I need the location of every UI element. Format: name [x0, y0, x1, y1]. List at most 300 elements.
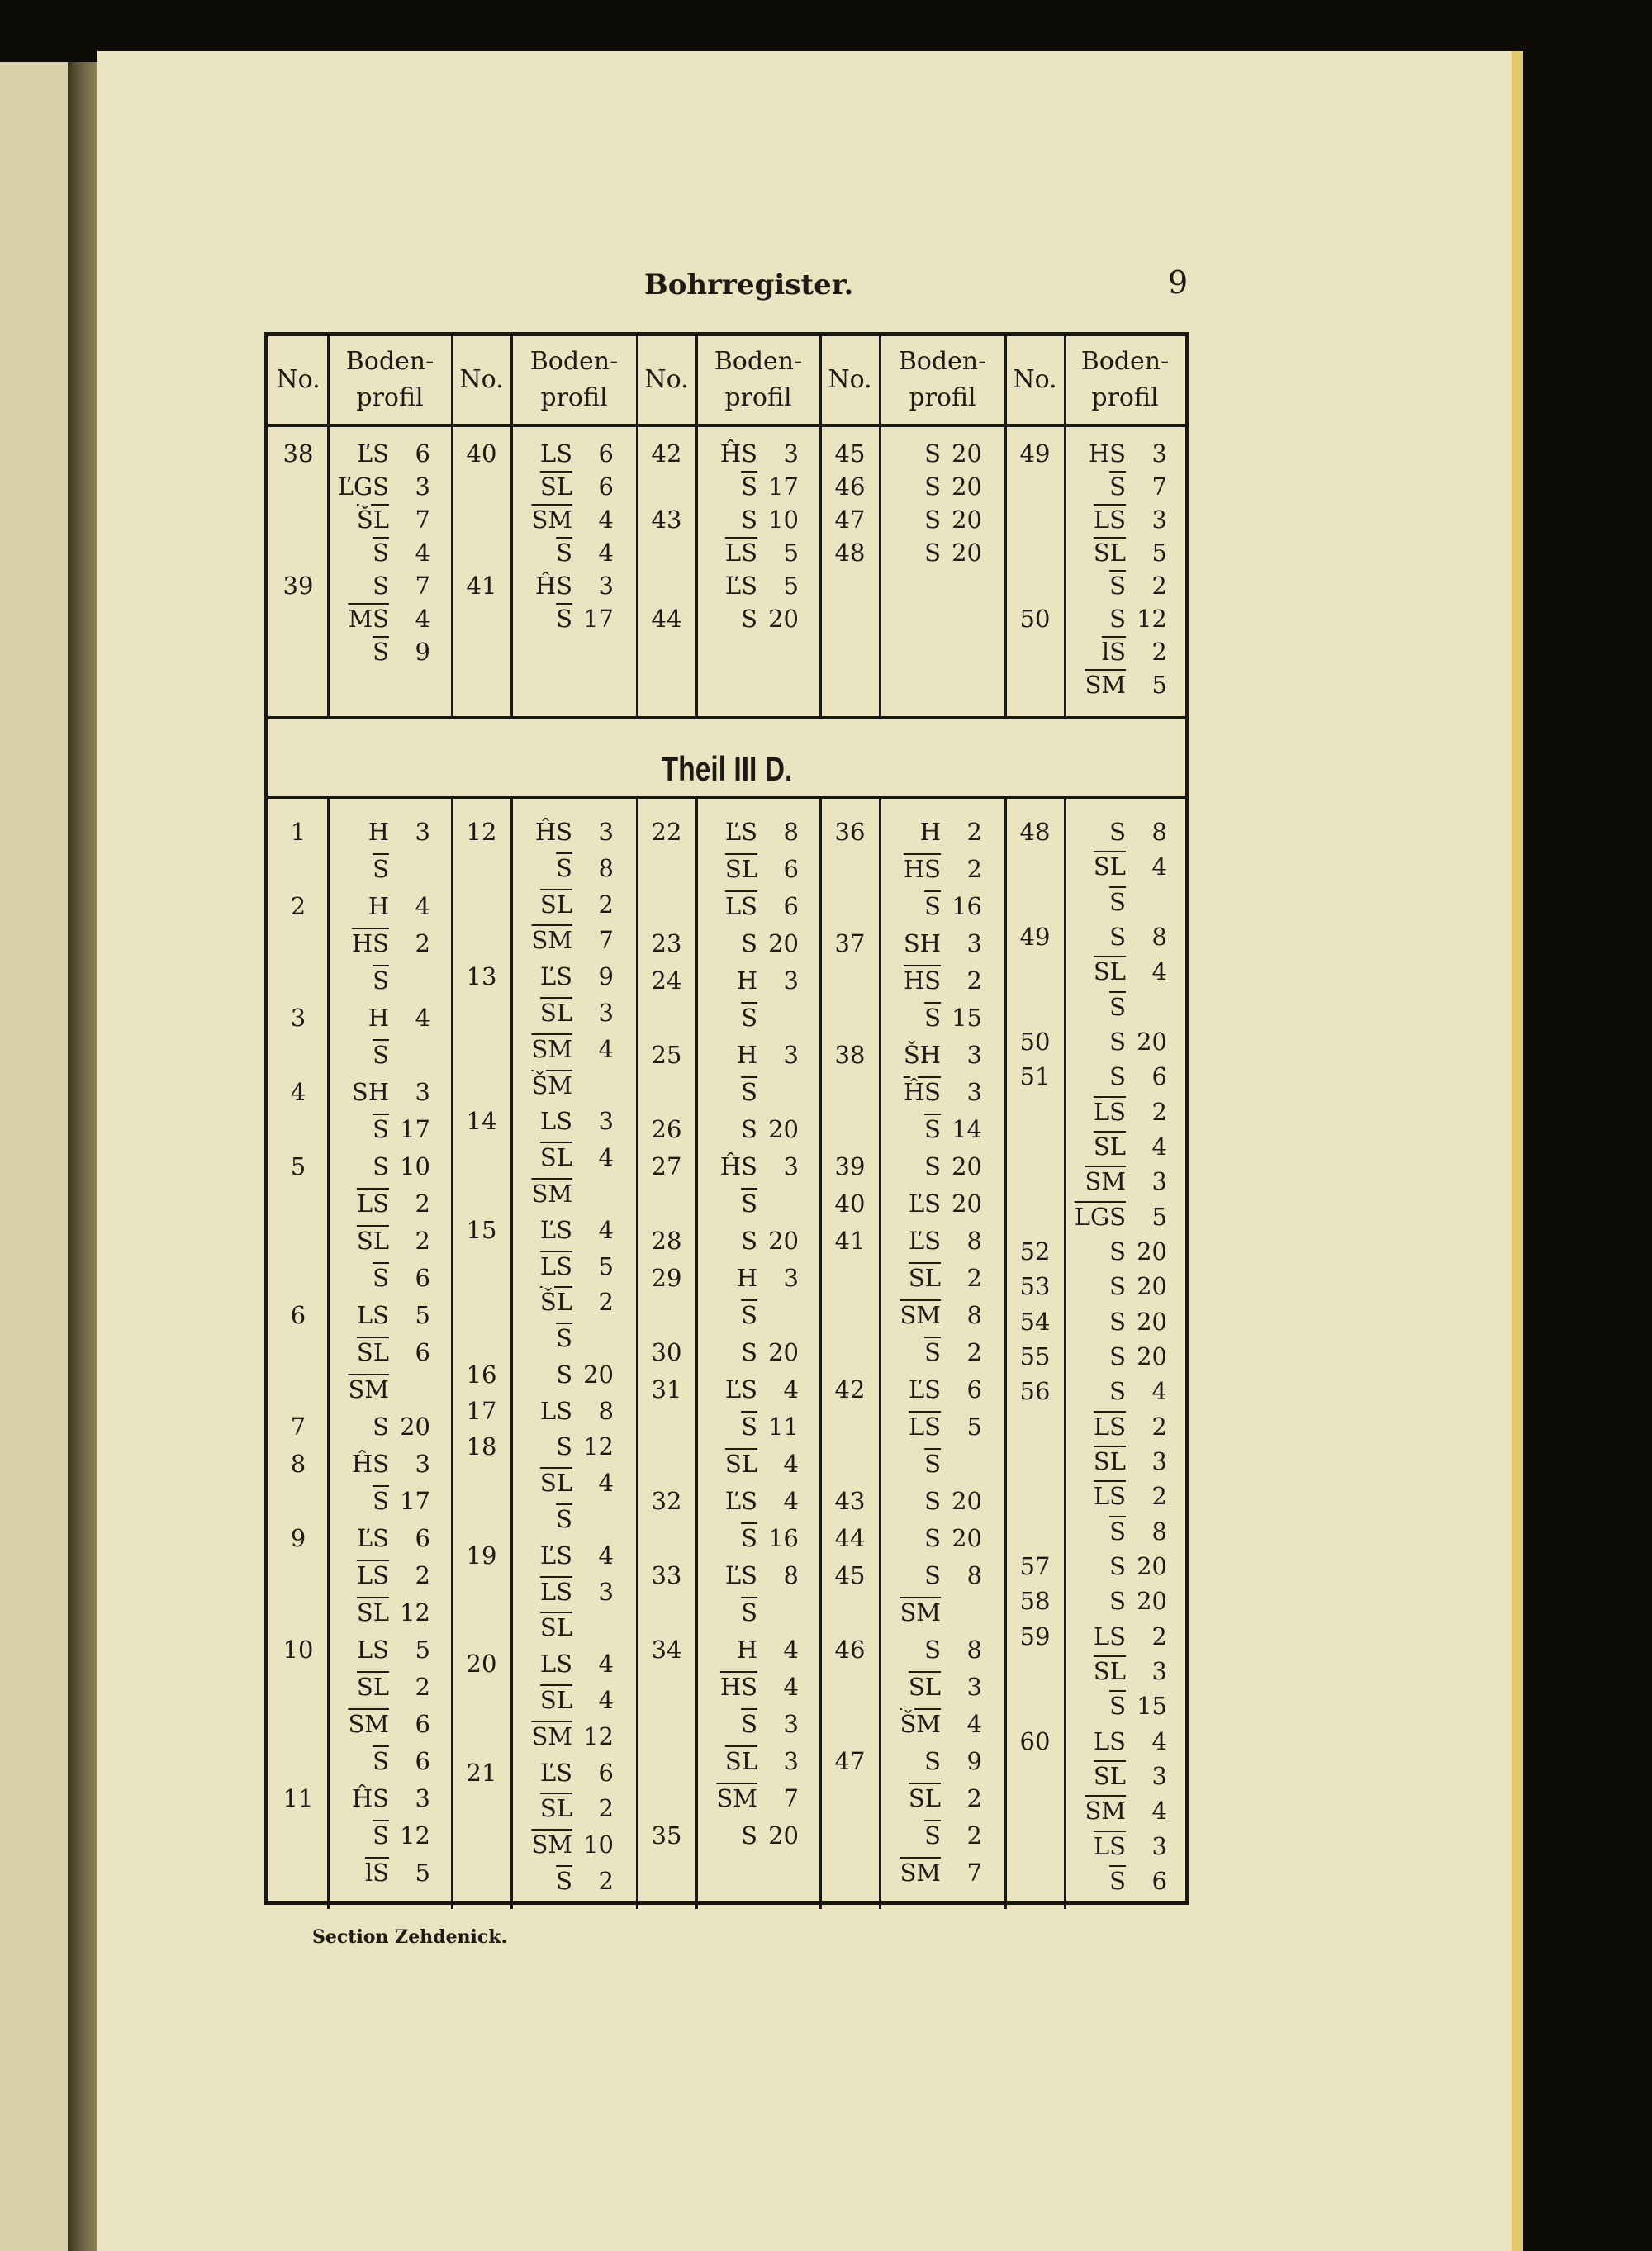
soil-code: H [736, 1264, 757, 1292]
soil-code: $\overline{S}$ [556, 605, 572, 633]
soil-code: $\overline{SL}$ [908, 1673, 941, 1701]
thickness-value: 20 [952, 1190, 982, 1218]
thickness-value: 17 [400, 1487, 430, 1515]
soil-code: ĤS [351, 1784, 389, 1812]
column-rule [1004, 336, 1007, 716]
thickness-value: 3 [598, 998, 614, 1027]
soil-code: $\overline{LS}$ [724, 539, 757, 567]
thickness-value: 4 [1151, 1797, 1167, 1826]
thickness-value: 8 [966, 1561, 982, 1589]
thickness-value: 3 [1151, 506, 1167, 534]
soil-code: $\overline{S}$ [924, 1450, 941, 1478]
soil-code: SH [351, 1078, 389, 1106]
soil-code: ĤS [719, 1152, 757, 1180]
column-rule [695, 336, 698, 716]
soil-code: ĽS [724, 572, 757, 600]
soil-code: ĽS [724, 818, 757, 846]
table-row [268, 990, 1185, 1023]
thickness-value: 17 [583, 605, 614, 633]
bore-number: 45 [834, 439, 866, 468]
thickness-value: 3 [783, 1152, 799, 1180]
soil-code: S [1109, 1028, 1126, 1056]
soil-code: ĽS [724, 1375, 757, 1403]
thickness-value: 6 [598, 1758, 614, 1787]
bore-number: 52 [1019, 1237, 1051, 1266]
thickness-value: 4 [1151, 1377, 1167, 1406]
thickness-value: 20 [768, 1227, 799, 1255]
section-rule-top [268, 716, 1185, 719]
thickness-value: 5 [415, 1636, 430, 1664]
thickness-value: 6 [415, 1524, 430, 1552]
bore-number: 49 [1019, 439, 1051, 468]
bore-number: 50 [1019, 605, 1051, 633]
bore-number: 46 [834, 473, 866, 501]
table-row [268, 815, 1185, 848]
thickness-value: 4 [598, 1650, 614, 1679]
header-no-label: No. [276, 364, 320, 394]
table-row [268, 1830, 1185, 1863]
header-profil [696, 336, 820, 423]
soil-code: $\overline{SL}$ [1093, 957, 1126, 986]
soil-code: $\overline{SL}$ [724, 855, 757, 883]
thickness-value: 20 [952, 473, 982, 501]
bore-number: 10 [282, 1636, 314, 1664]
thickness-value: 20 [1137, 1237, 1167, 1266]
thickness-value: 20 [1137, 1307, 1167, 1336]
soil-code: ĽS [908, 1190, 941, 1218]
table-row [268, 536, 1185, 569]
footer-section-name: Section Zehdenick. [312, 1926, 508, 1948]
soil-code: S [1109, 1237, 1126, 1266]
column-rule [636, 336, 638, 716]
table-row [268, 668, 1185, 701]
column-rule [451, 336, 453, 716]
thickness-value: 2 [598, 1288, 614, 1317]
soil-code: S [1109, 1307, 1126, 1336]
thickness-value: 5 [966, 1413, 982, 1441]
soil-code: $\overline{S}$ [741, 1413, 757, 1441]
thickness-value: 20 [768, 1338, 799, 1366]
soil-code: $\overline{SL}$ [539, 1794, 572, 1823]
soil-code: LS [539, 439, 572, 468]
thickness-value: 3 [415, 818, 430, 846]
thickness-value: 4 [783, 1375, 799, 1403]
thickness-value: 20 [768, 929, 799, 957]
thickness-value: 2 [1151, 638, 1167, 666]
soil-code: $\overline{S}$ [373, 1115, 389, 1143]
soil-code: $\overline{SL}$ [1093, 852, 1126, 881]
thickness-value: 7 [415, 506, 430, 534]
soil-code: $\overline{S}$ [741, 473, 757, 501]
thickness-value: 20 [952, 1524, 982, 1552]
bore-number: 21 [466, 1758, 497, 1787]
column-rule [1004, 796, 1007, 1909]
bore-number: 29 [651, 1264, 682, 1292]
soil-code: $\overline{LS}$ [539, 1577, 572, 1606]
thickness-value: 3 [1151, 1447, 1167, 1475]
bore-number: 47 [834, 506, 866, 534]
column-rule [636, 796, 638, 1909]
thickness-value: 8 [1151, 818, 1167, 846]
soil-code: $\overline{HS}$ [903, 966, 941, 995]
header-profil-label: profil [356, 382, 424, 412]
bore-number: 4 [290, 1078, 306, 1106]
thickness-value: 5 [1151, 539, 1167, 567]
header-rule [268, 424, 1185, 427]
soil-code: $\overline{S}$ [556, 853, 572, 882]
column-rule [327, 796, 330, 1909]
table-row [268, 1410, 1185, 1443]
thickness-value: 2 [415, 1673, 430, 1701]
thickness-value: 6 [415, 1710, 430, 1738]
soil-code: $\overline{SM}$ [531, 1179, 572, 1208]
table-row [268, 1235, 1185, 1268]
soil-code: $\overline{SM}$ [531, 1034, 572, 1063]
soil-code: $\overline{SM}$ [348, 1375, 389, 1403]
thickness-value: 12 [1137, 605, 1167, 633]
table-row [268, 1620, 1185, 1653]
thickness-value: 3 [415, 473, 430, 501]
bore-number: 16 [466, 1360, 497, 1389]
soil-code: ĽS [356, 1524, 389, 1552]
header-profil-label: Boden- [898, 346, 987, 376]
soil-code: $\overline{S}$ [1109, 1692, 1126, 1721]
bore-number: 47 [834, 1747, 866, 1775]
soil-code: $\overline{S}$ [924, 1004, 941, 1032]
thickness-value: 8 [966, 1227, 982, 1255]
thickness-value: 7 [598, 926, 614, 955]
bore-number: 19 [466, 1541, 497, 1570]
thickness-value: 9 [415, 638, 430, 666]
soil-code: S [373, 1413, 389, 1441]
bore-number: 31 [651, 1375, 682, 1403]
thickness-value: 20 [952, 439, 982, 468]
thickness-value: 4 [415, 605, 430, 633]
thickness-value: 3 [966, 1041, 982, 1069]
table-row [268, 602, 1185, 635]
soil-code: $\overline{SM}$ [900, 1859, 941, 1887]
soil-code: $\overline{ŠM}$ [900, 1710, 941, 1738]
soil-code: S [1109, 1587, 1126, 1616]
running-head: Bohrregister. [644, 268, 854, 302]
table-row [268, 1025, 1185, 1058]
soil-code: H [736, 1041, 757, 1069]
thickness-value: 3 [598, 1107, 614, 1136]
soil-code: LS [539, 1396, 572, 1425]
bore-number: 35 [651, 1821, 682, 1850]
thickness-value: 2 [1151, 572, 1167, 600]
bore-number: 37 [834, 929, 866, 957]
thickness-value: 4 [415, 1004, 430, 1032]
header-no [268, 336, 328, 423]
column-rule [695, 796, 698, 1909]
soil-code: $\overline{S}$ [741, 1190, 757, 1218]
thickness-value: 3 [415, 1078, 430, 1106]
thickness-value: 2 [1151, 1622, 1167, 1650]
table-row [268, 1725, 1185, 1758]
soil-code: $\overline{SM}$ [531, 506, 572, 534]
soil-code: S [1109, 1062, 1126, 1091]
soil-code: $\overline{S}$ [373, 638, 389, 666]
soil-code: $\overline{SL}$ [539, 1686, 572, 1715]
thickness-value: 8 [598, 1396, 614, 1425]
soil-code: $\overline{SM}$ [531, 1721, 572, 1750]
soil-code: ĤS [534, 572, 572, 600]
bore-number: 41 [834, 1227, 866, 1255]
thickness-value: 4 [1151, 1726, 1167, 1755]
bore-number: 45 [834, 1561, 866, 1589]
thickness-value: 5 [1151, 1202, 1167, 1231]
thickness-value: 3 [966, 1673, 982, 1701]
soil-code: $\overline{S}$ [373, 1041, 389, 1069]
soil-code: S [924, 1747, 941, 1775]
thickness-value: 3 [1151, 1167, 1167, 1196]
book-gutter [68, 62, 97, 2251]
soil-code: $\overline{S}$ [1109, 1517, 1126, 1546]
thickness-value: 6 [415, 1747, 430, 1775]
thickness-value: 2 [966, 1784, 982, 1812]
soil-code: S [1109, 605, 1126, 633]
header-profil-label: Boden- [529, 346, 619, 376]
bore-number: 13 [466, 962, 497, 991]
soil-code: S [924, 1487, 941, 1515]
soil-code: S [924, 539, 941, 567]
thickness-value: 2 [966, 1338, 982, 1366]
thickness-value: 6 [415, 1338, 430, 1366]
thickness-value: 4 [598, 1541, 614, 1570]
soil-code: ĽS [908, 1227, 941, 1255]
bore-number: 38 [834, 1041, 866, 1069]
table-row [268, 1515, 1185, 1548]
bore-number: 38 [282, 439, 314, 468]
header-profil-label: Boden- [345, 346, 434, 376]
soil-code: $\overline{SL}$ [539, 998, 572, 1027]
thickness-value: 12 [583, 1432, 614, 1461]
thickness-value: 20 [952, 1152, 982, 1180]
thickness-value: 7 [966, 1859, 982, 1887]
soil-code: S [924, 1524, 941, 1552]
thickness-value: 10 [768, 506, 799, 534]
bore-number: 28 [651, 1227, 682, 1255]
soil-code: $\overline{SM}$ [348, 1710, 389, 1738]
bore-number: 59 [1019, 1622, 1051, 1650]
thickness-value: 20 [768, 1115, 799, 1143]
soil-code: $\overline{S}$ [1109, 473, 1126, 501]
bore-number: 42 [834, 1375, 866, 1403]
soil-code: $\overline{S}$ [556, 1324, 572, 1353]
page-number: 9 [1168, 264, 1189, 301]
thickness-value: 7 [415, 572, 430, 600]
soil-code: $\overline{S}$ [556, 539, 572, 567]
thickness-value: 3 [598, 1577, 614, 1606]
thickness-value: 8 [783, 818, 799, 846]
soil-code: $\overline{S}$ [1109, 1867, 1126, 1895]
soil-code: $\overline{LS}$ [908, 1413, 941, 1441]
soil-code: $\overline{SM}$ [716, 1784, 757, 1812]
column-rule [819, 336, 822, 716]
soil-code: ĽS [724, 1487, 757, 1515]
table-row [268, 955, 1185, 988]
thickness-value: 3 [783, 1747, 799, 1775]
bore-number: 58 [1019, 1587, 1051, 1616]
table-row [268, 1130, 1185, 1163]
header-profil [328, 336, 452, 423]
thickness-value: 5 [598, 1251, 614, 1280]
table-row [268, 1375, 1185, 1408]
column-rule [819, 796, 822, 1909]
thickness-value: 3 [1151, 1831, 1167, 1860]
bore-number: 57 [1019, 1552, 1051, 1580]
bore-number: 55 [1019, 1342, 1051, 1370]
bore-number: 25 [651, 1041, 682, 1069]
section-rule-bottom [268, 796, 1185, 799]
thickness-value: 3 [415, 1784, 430, 1812]
soil-code: $\overline{SM}$ [531, 926, 572, 955]
table-row [268, 503, 1185, 536]
thickness-value: 15 [1137, 1692, 1167, 1721]
thickness-value: 9 [598, 962, 614, 991]
bore-number: 9 [290, 1524, 306, 1552]
soil-code: $\overline{S}$ [741, 1598, 757, 1627]
thickness-value: 5 [415, 1301, 430, 1329]
bore-number: 30 [651, 1338, 682, 1366]
table-row [268, 1200, 1185, 1233]
bore-number: 39 [834, 1152, 866, 1180]
bore-number: 33 [651, 1561, 682, 1589]
table-row [268, 886, 1185, 919]
bore-number: 14 [466, 1107, 497, 1136]
soil-code: H [919, 818, 941, 846]
thickness-value: 6 [783, 855, 799, 883]
thickness-value: 2 [598, 1867, 614, 1895]
table-row [268, 1584, 1185, 1617]
soil-code: $\overline{LGS}$ [1074, 1202, 1126, 1231]
thickness-value: 4 [415, 892, 430, 920]
soil-code: S [741, 605, 757, 633]
soil-code: S [1109, 1272, 1126, 1301]
thickness-value: 9 [966, 1747, 982, 1775]
soil-code: $\overline{SL}$ [356, 1598, 389, 1627]
thickness-value: 6 [415, 439, 430, 468]
thickness-value: 4 [783, 1636, 799, 1664]
thickness-value: 4 [783, 1450, 799, 1478]
thickness-value: 4 [598, 1215, 614, 1244]
thickness-value: 4 [783, 1673, 799, 1701]
thickness-value: 3 [966, 1078, 982, 1106]
soil-code: $\overline{SL}$ [908, 1264, 941, 1292]
soil-code: ĤS [534, 818, 572, 846]
thickness-value: 11 [768, 1413, 799, 1441]
thickness-value: 2 [598, 1794, 614, 1823]
bore-number: 42 [651, 439, 682, 468]
soil-code: S [741, 506, 757, 534]
thickness-value: 3 [783, 439, 799, 468]
soil-code: ŠH [903, 1041, 941, 1069]
header-profil-label: Boden- [714, 346, 803, 376]
table-row [268, 470, 1185, 503]
bore-number: 24 [651, 966, 682, 995]
soil-code: $\overline{S}$ [741, 1301, 757, 1329]
soil-code: $\overline{S}$ [373, 1747, 389, 1775]
thickness-value: 4 [966, 1710, 982, 1738]
thickness-value: 8 [966, 1301, 982, 1329]
soil-code: H [368, 892, 389, 920]
thickness-value: 6 [783, 892, 799, 920]
thickness-value: 20 [583, 1360, 614, 1389]
soil-code: $\overline{S}$ [741, 1710, 757, 1738]
bore-number: 44 [834, 1524, 866, 1552]
bore-number: 60 [1019, 1726, 1051, 1755]
soil-code: S [741, 929, 757, 957]
soil-code: $\overline{SL}$ [539, 473, 572, 501]
thickness-value: 6 [415, 1264, 430, 1292]
soil-code: $\overline{S}$ [556, 1867, 572, 1895]
bore-number: 40 [466, 439, 497, 468]
bore-number: 48 [1019, 818, 1051, 846]
thickness-value: 2 [966, 1264, 982, 1292]
thickness-value: 20 [1137, 1552, 1167, 1580]
soil-code: $\overline{ŠL}$ [539, 1288, 572, 1317]
soil-code: $\overline{SL}$ [1093, 539, 1126, 567]
bohrregister-table [264, 332, 1189, 1905]
soil-code: S [741, 1821, 757, 1850]
header-profil-label: Boden- [1080, 346, 1170, 376]
thickness-value: 20 [1137, 1028, 1167, 1056]
thickness-value: 5 [783, 539, 799, 567]
soil-code: $\overline{S}$ [924, 1338, 941, 1366]
soil-code: H [368, 818, 389, 846]
soil-code: ĽS [724, 1561, 757, 1589]
bore-number: 54 [1019, 1307, 1051, 1336]
thickness-value: 20 [768, 1821, 799, 1850]
bore-number: 48 [834, 539, 866, 567]
thickness-value: 12 [583, 1721, 614, 1750]
soil-code: ĽS [908, 1375, 941, 1403]
header-profil [511, 336, 637, 423]
bore-number: 8 [290, 1450, 306, 1478]
soil-code: ĤS [351, 1450, 389, 1478]
table-row [268, 1864, 1185, 1897]
thickness-value: 8 [598, 853, 614, 882]
thickness-value: 4 [598, 539, 614, 567]
thickness-value: 3 [598, 818, 614, 846]
header-no-label: No. [828, 364, 872, 394]
soil-code: LS [539, 1107, 572, 1136]
soil-code: $\overline{S}$ [1109, 572, 1126, 600]
soil-code: $\overline{S}$ [924, 1115, 941, 1143]
soil-code: $\overline{S}$ [741, 1004, 757, 1032]
soil-code: ĽS [539, 962, 572, 991]
thickness-value: 2 [1151, 1482, 1167, 1511]
thickness-value: 2 [966, 818, 982, 846]
soil-code: $\overline{SL}$ [1093, 1133, 1126, 1161]
bore-number: 5 [290, 1152, 306, 1180]
header-profil [880, 336, 1005, 423]
table-row [268, 1479, 1185, 1513]
soil-code: SH [903, 929, 941, 957]
thickness-value: 3 [966, 929, 982, 957]
header-profil-label: profil [1091, 382, 1159, 412]
bore-number: 56 [1019, 1377, 1051, 1406]
bore-number: 43 [834, 1487, 866, 1515]
soil-code: $\overline{ĤS}$ [903, 1078, 941, 1106]
thickness-value: 4 [1151, 852, 1167, 881]
bore-number: 36 [834, 818, 866, 846]
table-row [268, 437, 1185, 470]
soil-code: $\overline{SL}$ [1093, 1762, 1126, 1790]
soil-code: S [924, 473, 941, 501]
table-row [268, 1550, 1185, 1583]
